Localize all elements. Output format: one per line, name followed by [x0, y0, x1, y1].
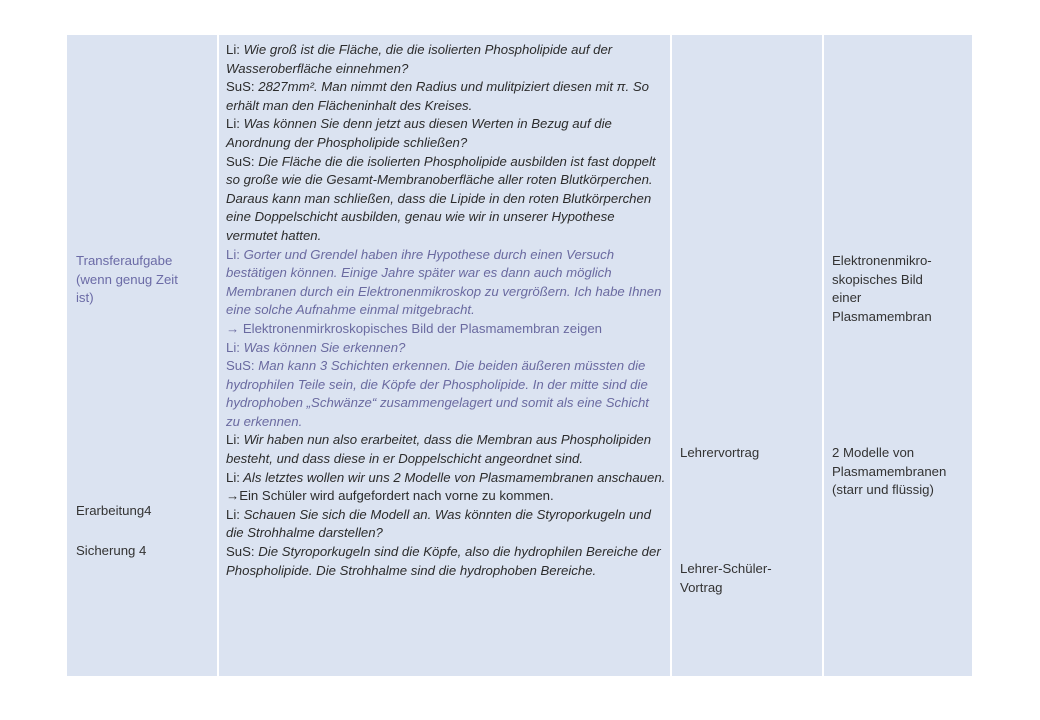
media-em-image	[832, 252, 967, 326]
speaker-label: SuS:	[226, 544, 255, 560]
dialogue-line	[226, 487, 666, 506]
phase-sicherung: Sicherung 4	[76, 543, 147, 558]
media-line: Elektronenmikro-	[832, 253, 932, 268]
speaker-label: Li:	[226, 469, 240, 485]
dialogue-line	[226, 320, 666, 339]
speaker-label: Li:	[226, 116, 240, 132]
dialogue-line	[226, 469, 666, 488]
method-lehrer-schueler	[680, 560, 772, 597]
media-line: (starr und flüssig)	[832, 482, 934, 498]
dialogue-line	[226, 246, 666, 320]
dialogue-line	[226, 115, 666, 152]
dialogue-line	[226, 339, 666, 358]
dialogue-line	[226, 41, 666, 78]
lesson-plan-table	[66, 34, 973, 677]
dialogue-line	[226, 357, 666, 431]
media-models	[832, 444, 972, 500]
speaker-label: Li:	[226, 246, 240, 262]
dialogue-text: → Elektronenmirkroskopisches Bild der Plasmamembran zeigen	[226, 320, 602, 336]
speaker-label: Li:	[226, 432, 240, 448]
dialogue-line	[226, 153, 666, 246]
phase-transfer-line: (wenn genug Zeit	[76, 271, 178, 287]
phase-transfer-line: Transferaufgabe	[76, 253, 173, 268]
dialogue-text: Die Fläche die die isolierten Phospholipide ausbilden ist fast doppelt so große wie die Gesamt-Membranoberfläche aller roten Blutkörperchen. Daraus kann man schließen, dass die Lipide in den roten Blutkörperchen eine Doppelschicht ausbilden, genau wie wir in unserer Hypothese vermutet hatten.	[226, 153, 656, 243]
phase-transfer	[76, 252, 211, 308]
dialogue-text: Wir haben nun also erarbeitet, dass die Membran aus Phospholipiden besteht, und dass diese in er Doppelschicht angeordnet sind.	[226, 432, 652, 467]
lesson-dialogue	[226, 41, 666, 580]
dialogue-line	[226, 431, 666, 468]
dialogue-line	[226, 543, 666, 580]
media-line: 2 Modelle von	[832, 445, 915, 460]
column-divider	[217, 35, 219, 676]
speaker-label: Li:	[226, 339, 240, 355]
dialogue-text: Gorter und Grendel haben ihre Hypothese durch einen Versuch bestätigen können. Einige Jahre später war es dann auch möglich Membranen durch ein Elektronenmikroskop zu vergrößern. Ich habe Ihnen eine solche Aufnahme einmal mitgebracht.	[226, 246, 662, 318]
dialogue-text: →Ein Schüler wird aufgefordert nach vorne zu kommen.	[226, 488, 554, 504]
dialogue-text: Schauen Sie sich die Modell an. Was könnten die Styroporkugeln und die Strohhalme darstellen?	[226, 506, 651, 541]
dialogue-text: Wie groß ist die Fläche, die die isolierten Phospholipide auf der Wasseroberfläche einnehmen?	[226, 42, 613, 76]
dialogue-line	[226, 78, 666, 115]
phase-transfer-line: ist)	[76, 290, 94, 306]
column-divider	[670, 35, 672, 676]
speaker-label: SuS:	[226, 153, 255, 169]
media-line: einer	[832, 290, 862, 306]
media-line: Plasmamembran	[832, 308, 932, 324]
dialogue-line	[226, 506, 666, 543]
speaker-label: Li:	[226, 506, 240, 522]
dialogue-text: Man kann 3 Schichten erkennen. Die beiden äußeren müssten die hydrophilen Teile sein, die Köpfe der Phospholipide. In der mitte sind die hydrophoben „Schwänze“ zusammengelagert und somit als eine Schicht zu erkennen.	[226, 358, 649, 429]
media-line: skopisches Bild	[832, 271, 923, 287]
speaker-label: SuS:	[226, 79, 255, 95]
speaker-label: SuS:	[226, 358, 255, 374]
method-line: Lehrer-Schüler-	[680, 561, 772, 576]
method-lehrervortrag: Lehrervortrag	[680, 445, 760, 460]
dialogue-text: Was können Sie erkennen?	[239, 339, 406, 355]
dialogue-text: Als letztes wollen wir uns 2 Modelle von Plasmamembranen anschauen.	[239, 469, 666, 485]
speaker-label: Li:	[226, 42, 240, 57]
media-line: Plasmamembranen	[832, 463, 947, 479]
method-line: Vortrag	[680, 579, 723, 595]
dialogue-text: 2827mm². Man nimmt den Radius und mulitpiziert diesen mit π. So erhält man den Flächeninhalt des Kreises.	[226, 79, 649, 113]
column-divider	[822, 35, 824, 676]
phase-erarbeitung: Erarbeitung4	[76, 503, 152, 518]
dialogue-text: Was können Sie denn jetzt aus diesen Werten in Bezug auf die Anordnung der Phospholipide schließen?	[226, 116, 612, 150]
dialogue-text: Die Styroporkugeln sind die Köpfe, also die hydrophilen Bereiche der Phospholipide. Die Strohhalme sind die hydrophoben Bereiche.	[226, 544, 661, 578]
